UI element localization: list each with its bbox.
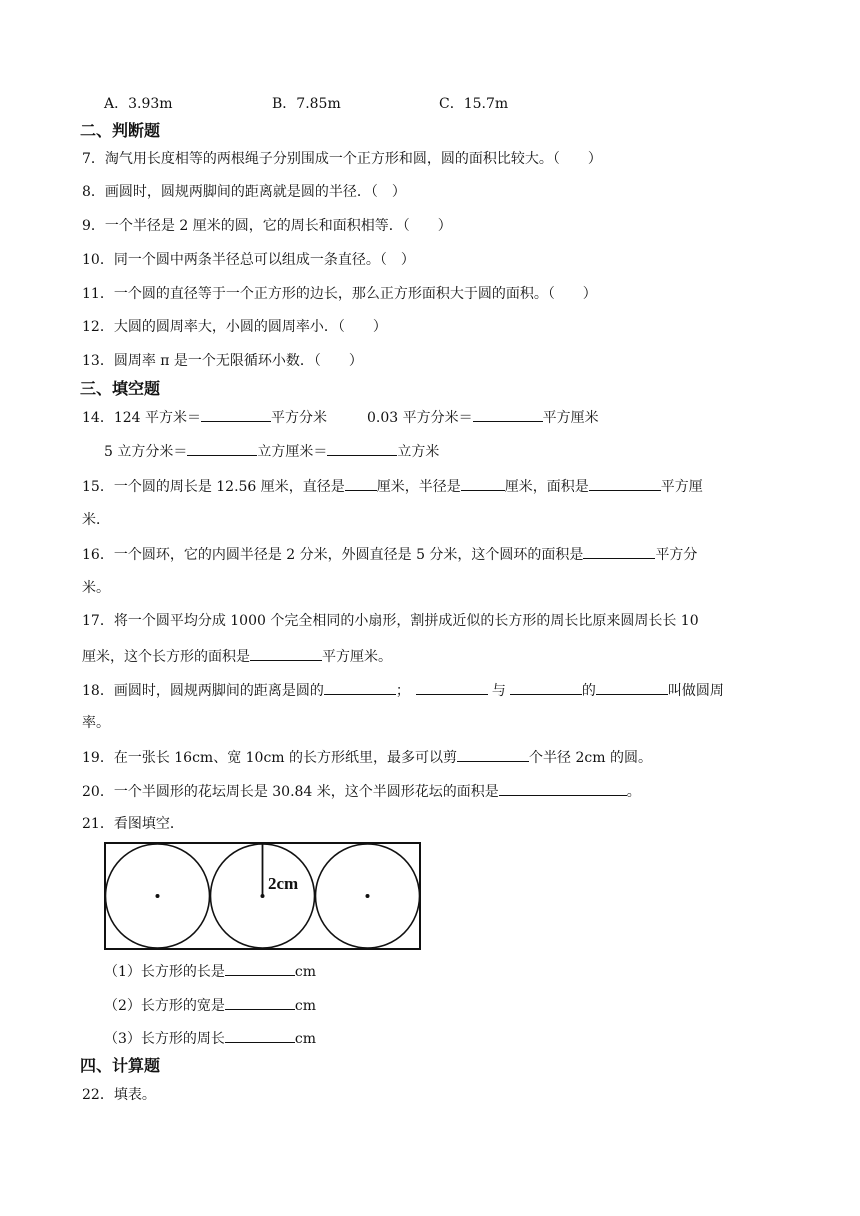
answer-blank[interactable] (457, 747, 529, 762)
q18-text-b: ； (395, 683, 410, 699)
answer-blank[interactable] (327, 441, 397, 456)
question-13: 13．圆周率 π 是一个无限循环小数．（ ） (82, 353, 363, 369)
q14-text-c: 0.03 平方分米＝ (367, 410, 473, 426)
question-10: 10．同一个圆中两条半径总可以组成一条直径。（ ） (82, 252, 415, 268)
answer-blank[interactable] (225, 961, 295, 976)
question-17-line1: 17．将一个圆平均分成 1000 个完全相同的小扇形，割拼成近似的长方形的周长比原来圆周长长 10 (82, 613, 699, 629)
question-12: 12．大圆的圆周率大，小圆的圆周率小．（ ） (82, 319, 387, 335)
answer-blank[interactable] (510, 680, 582, 695)
q19-text-a: 19．在一张长 16cm、宽 10cm 的长方形纸里，最多可以剪 (82, 750, 458, 766)
q17-text-b: 厘米，这个长方形的面积是 (82, 649, 250, 665)
q18-text-e: 叫做圆周 (667, 683, 724, 699)
q21-sub2-text: （2）长方形的宽是 (104, 998, 225, 1014)
question-7: 7．淘气用长度相等的两根绳子分别围成一个正方形和圆，圆的面积比较大。（ ） (82, 151, 602, 167)
answer-blank[interactable] (250, 646, 322, 661)
answer-blank[interactable] (225, 995, 295, 1010)
question-21: 21．看图填空． (82, 816, 184, 832)
radius-label: 2cm (268, 874, 299, 893)
answer-blank[interactable] (583, 544, 655, 559)
q14-text-d: 平方厘米 (542, 410, 599, 426)
question-11: 11．一个圆的直径等于一个正方形的边长，那么正方形面积大于圆的面积。（ ） (82, 286, 597, 302)
q15-text-d: 平方厘 (660, 479, 703, 495)
answer-blank[interactable] (225, 1028, 295, 1043)
question-21-sub2 (104, 995, 316, 1016)
q21-sub3-unit: cm (294, 1031, 317, 1047)
question-18-line1 (82, 680, 724, 701)
option-b: B．7.85m (272, 96, 341, 112)
question-14-line1 (82, 407, 599, 428)
q15-text-b: 厘米，半径是 (376, 479, 461, 495)
answer-blank[interactable] (201, 407, 271, 422)
section-title-calculation: 四、计算题 (80, 1056, 161, 1075)
q17-text-c: 平方厘米。 (322, 649, 392, 665)
section-title-fill-in: 三、填空题 (80, 379, 161, 398)
option-a: A．3.93m (104, 96, 173, 112)
question-17-line2 (82, 646, 392, 667)
center-dot-right (366, 894, 370, 898)
q15-text-a: 15．一个圆的周长是 12.56 厘米，直径是 (82, 479, 345, 495)
q14-text-b: 平方分米 (271, 410, 327, 426)
answer-blank[interactable] (461, 476, 505, 491)
question-14-line2 (104, 441, 439, 462)
q21-sub2-unit: cm (294, 998, 317, 1014)
answer-blank[interactable] (416, 680, 488, 695)
question-21-sub1 (104, 961, 316, 982)
question-16-line1 (82, 544, 697, 565)
q20-text-a: 20．一个半圆形的花坛周长是 30.84 米，这个半圆形花坛的面积是 (82, 784, 499, 800)
question-19 (82, 747, 652, 768)
section-title-judgment: 二、判断题 (80, 121, 161, 140)
question-15-line1 (82, 476, 703, 497)
question-20 (82, 781, 641, 802)
q14-text-g: 立方米 (397, 444, 440, 460)
q19-text-b: 个半径 2cm 的圆。 (529, 750, 652, 766)
question-16-line2: 米。 (82, 580, 110, 596)
q20-text-b: 。 (626, 784, 641, 800)
answer-blank[interactable] (596, 680, 668, 695)
answer-blank[interactable] (324, 680, 396, 695)
q15-text-c: 厘米，面积是 (504, 479, 589, 495)
q18-text-c: 与 (491, 683, 506, 699)
circles-in-rectangle-figure (104, 842, 422, 952)
q16-text-b: 平方分 (655, 547, 698, 563)
question-18-line2: 率。 (82, 715, 110, 731)
q21-sub1-unit: cm (294, 964, 317, 980)
q14-text-a: 14．124 平方米＝ (82, 410, 201, 426)
question-15-line2: 米． (82, 512, 110, 528)
answer-blank[interactable] (345, 476, 377, 491)
answer-blank[interactable] (499, 781, 627, 796)
q18-text-d: 的 (581, 683, 596, 699)
question-9: 9．一个半径是 2 厘米的圆，它的周长和面积相等．（ ） (82, 218, 452, 234)
answer-blank[interactable] (589, 476, 661, 491)
q18-text-a: 18．画圆时，圆规两脚间的距离是圆的 (82, 683, 324, 699)
question-22: 22．填表。 (82, 1087, 156, 1103)
answer-blank[interactable] (187, 441, 257, 456)
question-21-sub3 (104, 1028, 316, 1049)
q14-text-e: 5 立方分米＝ (104, 444, 188, 460)
answer-blank[interactable] (473, 407, 543, 422)
q14-text-f: 立方厘米＝ (257, 444, 328, 460)
center-dot-left (156, 894, 160, 898)
q16-text-a: 16．一个圆环，它的内圆半径是 2 分米，外圆直径是 5 分米，这个圆环的面积是 (82, 547, 584, 563)
question-8: 8．画圆时，圆规两脚间的距离就是圆的半径．（ ） (82, 184, 406, 200)
q21-sub3-text: （3）长方形的周长 (104, 1031, 225, 1047)
q21-sub1-text: （1）长方形的长是 (104, 964, 225, 980)
option-c: C．15.7m (439, 96, 509, 112)
